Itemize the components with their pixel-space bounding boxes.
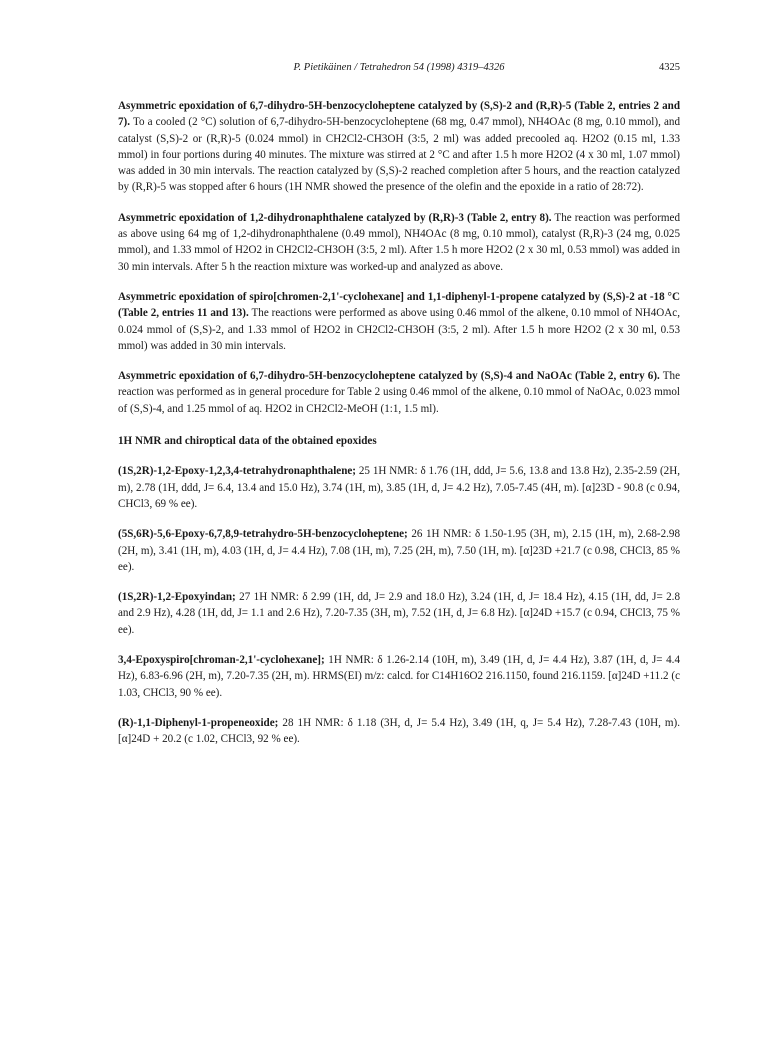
compound-data: 28 1H NMR: δ 1.18 (3H, d, J= 5.4 Hz), 3.49 (1H, q, J= 5.4 Hz), 7.28-7.43 (10H, m). [α]24D + 20.2 (c 1.02, CHCl3, 92 % ee). — [118, 716, 680, 746]
compound-name: 3,4-Epoxyspiro[chroman-2,1'-cyclohexane]; — [118, 654, 325, 667]
procedure-paragraph — [118, 368, 680, 417]
compound-data: 25 1H NMR: δ 1.76 (1H, ddd, J= 5.6, 13.8 and 13.8 Hz), 2.35-2.59 (2H, m), 2.78 (1H, ddd, J= 6.4, 13.4 and 15.0 Hz), 3.74 (1H, m), 3.85 (1H, d, J= 4.2 Hz), 7.05-7.45 (4H, m). [α]23D - 90.8 (c 0.94, CHCl3, 69 % ee). — [118, 465, 680, 510]
procedure-paragraph — [118, 289, 680, 354]
paragraph-body: The reaction was performed as above using 64 mg of 1,2-dihydronaphthalene (0.49 mmol), NH4OAc (8 mg, 0.10 mmol), catalyst (R,R)-3 (24 mg, 0.025 mmol), and 1.33 mmol of H2O2 in CH2Cl2-CH3OH (3:5, 2 ml). After 1.5 h more H2O2 (2 x 30 ml, 0.53 mmol) was added in 30 min intervals. After 5 h the reaction mixture was worked-up and analyzed as above. — [118, 211, 680, 273]
compound-data: 1H NMR: δ 1.26-2.14 (10H, m), 3.49 (1H, d, J= 4.4 Hz), 3.87 (1H, d, J= 4.4 Hz), 6.83-6.96 (2H, m), 7.20-7.35 (2H, m). HRMS(EI) m/z: calcd. for C14H16O2 216.1150, found 216.1159. [α]24D +11.2 (c 1.03, CHCl3, 90 % ee). — [118, 654, 680, 699]
running-title: P. Pietikäinen / Tetrahedron 54 (1998) 4319–4326 — [293, 62, 505, 73]
paragraph-title: Asymmetric epoxidation of 1,2-dihydronaphthalene catalyzed by (R,R)-3 (Table 2, entry 8). — [118, 211, 552, 224]
article-body — [118, 98, 680, 762]
compound-entry — [118, 463, 680, 512]
procedure-paragraph — [118, 210, 680, 275]
paragraph-title: Asymmetric epoxidation of 6,7-dihydro-5H-benzocycloheptene catalyzed by (S,S)-2 and (R,R)-5 (Table 2, entries 2 and 7). — [118, 100, 680, 129]
compound-entry — [118, 526, 680, 575]
compound-entry — [118, 589, 680, 638]
paragraph-body: The reaction was performed as in general procedure for Table 2 using 0.46 mmol of the alkene, 0.10 mmol of NaOAc, 0.023 mmol of (S,S)-4, and 1.25 mmol of aq. H2O2 in CH2Cl2-MeOH (1:1, 1.5 ml). — [118, 370, 680, 415]
page-header — [118, 62, 680, 78]
paragraph-body: The reactions were performed as above using 0.46 mmol of the alkene, 0.10 mmol of NH4OAc, 0.024 mmol of (S,S)-2, and 1.33 mmol of H2O2 in CH2Cl2-CH3OH (3:5, 2 ml). After 1.5 h more H2O2 (2 x 30 ml, 0.53 mmol) was added in 30 min intervals. — [118, 307, 680, 352]
compound-name: (R)-1,1-Diphenyl-1-propeneoxide; — [118, 716, 279, 729]
compound-data: 26 1H NMR: δ 1.50-1.95 (3H, m), 2.15 (1H, m), 2.68-2.98 (2H, m), 3.41 (1H, m), 4.03 (1H, d, J= 4.4 Hz), 7.08 (1H, m), 7.25 (2H, m), 7.50 (1H, m). [α]23D +21.7 (c 0.98, CHCl3, 85 % ee). — [118, 528, 680, 573]
compound-entry — [118, 715, 680, 748]
procedure-paragraph — [118, 98, 680, 196]
page-number: 4325 — [659, 62, 680, 73]
paragraph-body: To a cooled (2 °C) solution of 6,7-dihydro-5H-benzocycloheptene (68 mg, 0.47 mmol), NH4OAc (8 mg, 0.10 mmol), and catalyst (S,S)-2 or (R,R)-5 (0.024 mmol) in CH2Cl2-CH3OH (3:5, 2 ml) was added precooled aq. H2O2 (0.15 ml, 1.33 mmol) in four portions during 40 minutes. The mixture was stirred at 2 °C and after 1.5 h more H2O2 (4 x 30 ml, 1.07 mmol) was added in 30 min intervals. The reaction catalyzed by (S,S)-2 reached completion after 5 hours, and the reaction catalyzed by (R,R)-5 was stopped after 6 hours (1H NMR showed the presence of the olefin and the epoxide in a ratio of 28:72). — [118, 116, 681, 194]
compound-name: (1S,2R)-1,2-Epoxy-1,2,3,4-tetrahydronaphthalene; — [118, 465, 357, 478]
compound-name: (1S,2R)-1,2-Epoxyindan; — [118, 591, 236, 604]
compound-entry — [118, 652, 680, 701]
paragraph-title: Asymmetric epoxidation of 6,7-dihydro-5H-benzocycloheptene catalyzed by (S,S)-4 and NaOAc (Table 2, entry 6). — [118, 370, 660, 383]
compound-name: (5S,6R)-5,6-Epoxy-6,7,8,9-tetrahydro-5H-benzocycloheptene; — [118, 528, 408, 541]
paragraph-title: Asymmetric epoxidation of spiro[chromen-2,1'-cyclohexane] and 1,1-diphenyl-1-propene catalyzed by (S,S)-2 at -18 °C (Table 2, entries 11 and 13). — [118, 290, 680, 320]
compound-data: 27 1H NMR: δ 2.99 (1H, dd, J= 2.9 and 18.0 Hz), 3.24 (1H, d, J= 18.4 Hz), 4.15 (1H, dd, J= 2.8 and 2.9 Hz), 4.28 (1H, dd, J= 1.1 and 2.6 Hz), 7.20-7.35 (3H, m), 7.52 (1H, d, J= 6.8 Hz). [α]24D +15.7 (c 0.94, CHCl3, 75 % ee). — [118, 591, 680, 636]
section-heading: 1H NMR and chiroptical data of the obtained epoxides — [118, 435, 377, 448]
